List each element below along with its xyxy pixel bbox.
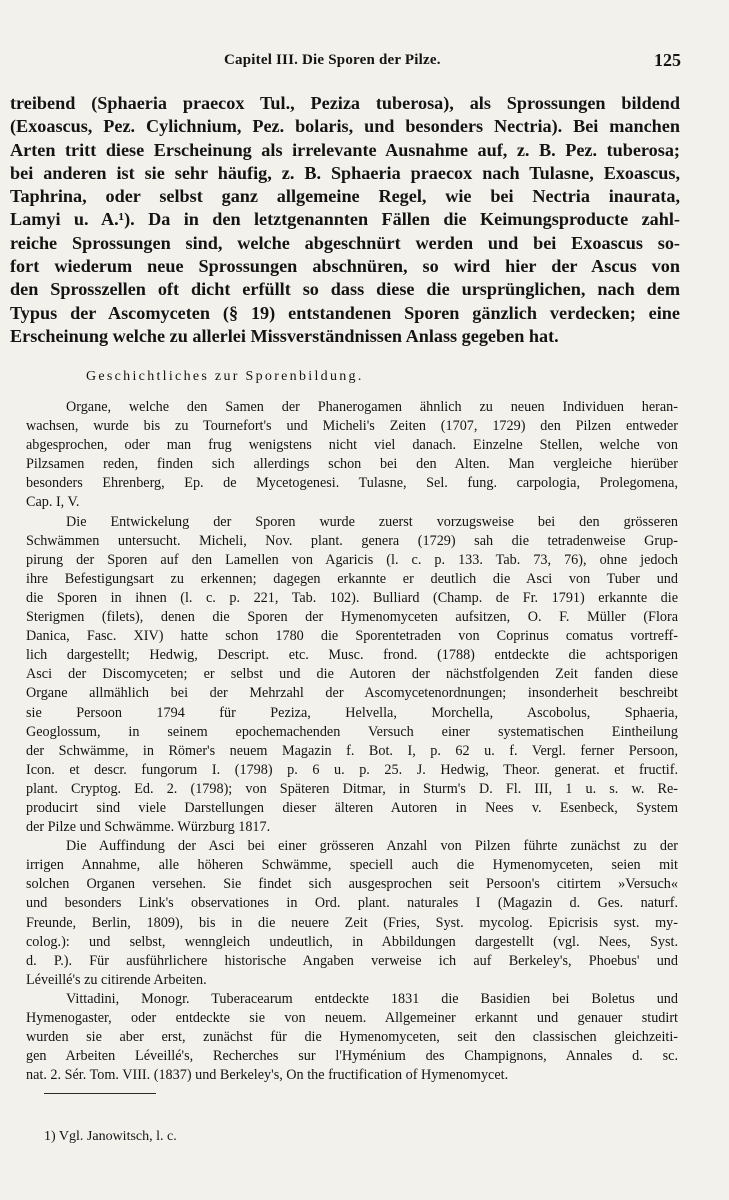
- main-paragraph: [10, 92, 680, 348]
- text-line: Lamyi u. A.¹). Da in den letztgenannten Fällen die Keimungsproducte zahl-: [10, 209, 680, 230]
- text-line: producirt sind viele Darstellungen dieser älteren Autoren in Nees v. Esenbeck, System: [26, 799, 678, 816]
- text-line: abgesprochen, oder man frug wenigstens nicht viel danach. Einzelne Stellen, welche von: [26, 437, 678, 454]
- text-line: Cap. I, V.: [26, 494, 80, 511]
- text-line: Sterigmen (filets), denen die Sporen der Hymenomyceten aufsitzen, O. F. Müller (Flora: [26, 609, 678, 626]
- text-line: Erscheinung welche zu allerlei Missverständnissen Anlass gegeben hat.: [10, 325, 559, 346]
- text-line: sie Persoon 1794 für Peziza, Helvella, Morchella, Ascobolus, Sphaeria,: [26, 704, 678, 721]
- text-line: und besonders Link's observationes in Ord. plant. naturales I (Magazin d. Ges. naturf.: [26, 895, 678, 912]
- section-heading: Geschichtliches zur Sporenbildung.: [86, 369, 364, 384]
- text-line: Taphrina, oder selbst ganz allgemeine Regel, wie bei Nectria inaurata,: [10, 186, 680, 207]
- text-line: Pilzsamen reden, finden sich allerdings schon bei den Alten. Man vergleiche hierüber: [26, 456, 678, 473]
- text-line: (Exoascus, Pez. Cylichnium, Pez. bolaris, und besonders Nectria). Bei manchen: [10, 116, 680, 137]
- text-line: Die Auffindung der Asci bei einer grösseren Anzahl von Pilzen führte zunächst zu der: [66, 838, 678, 855]
- text-line: reiche Sprossungen sind, welche abgeschnürt werden und bei Exoascus so-: [10, 232, 680, 253]
- text-line: Die Entwickelung der Sporen wurde zuerst vorzugsweise bei den grösseren: [66, 513, 678, 530]
- text-line: Geoglossum, in seinem epochemachenden Versuch einer systematischen Eintheilung: [26, 723, 678, 740]
- text-line: Icon. et descr. fungorum I. (1798) p. 6 u. p. 25. J. Hedwig, Theor. generat. et fructif.: [26, 761, 678, 778]
- text-line: nat. 2. Sér. Tom. VIII. (1837) und Berkeley's, On the fructification of Hymenomycet.: [26, 1067, 509, 1084]
- text-line: irrigen Annahme, alle höheren Schwämme, speciell auch die Hymenomyceten, seien mit: [26, 857, 678, 874]
- text-line: Léveillé's zu citirende Arbeiten.: [26, 971, 207, 988]
- text-line: Typus der Ascomyceten (§ 19) entstandenen Sporen gänzlich verdecken; eine: [10, 302, 680, 323]
- text-line: d. P.). Für ausführlichere historische Angaben verweise ich auf Berkeley's, Phoebus' und: [26, 952, 678, 969]
- page-header: [0, 52, 729, 76]
- text-line: wachsen, wurde bis zu Tournefort's und Micheli's Zeiten (1707, 1729) den Pilzen entweder: [26, 418, 678, 435]
- footnote-divider: [44, 1093, 156, 1094]
- text-line: den Sprosszellen oft dicht erfüllt so dass diese die ursprünglichen, nach dem: [10, 279, 680, 300]
- text-line: Vittadini, Monogr. Tuberacearum entdeckte 1831 die Basidien bei Boletus und: [66, 990, 678, 1007]
- text-line: lich dargestellt; Hedwig, Descript. etc. Musc. frond. (1788) entdeckte die achtsporigen: [26, 647, 678, 664]
- text-line: Organe, welche den Samen der Phanerogamen ähnlich zu neuen Individuen heran-: [66, 399, 678, 415]
- text-line: solchen Organen versehen. Sie findet sich ausgesprochen seit Persoon's citirtem »Versuch«: [26, 876, 678, 893]
- text-line: Danica, Fasc. XIV) hatte schon 1780 die Sporentetraden von Coprinus comatus vortreff-: [26, 628, 678, 645]
- footnote: 1) Vgl. Janowitsch, l. c.: [44, 1129, 177, 1144]
- running-title: Capitel III. Die Sporen der Pilze.: [224, 52, 441, 68]
- text-line: ihre Befestigungsart zu erkennen; dagegen erkannte er deutlich die Asci von Tuber und: [26, 570, 678, 587]
- text-line: Asci der Discomyceten; er selbst und die Autoren der nächstfolgenden Zeit fanden diese: [26, 666, 678, 683]
- text-line: plant. Cryptog. Ed. 2. (1798); von Späteren Ditmar, in Sturm's D. Fl. III, 1 u. s. w. Re-: [26, 780, 678, 797]
- text-line: treibend (Sphaeria praecox Tul., Peziza tuberosa), als Sprossungen bildend: [10, 93, 680, 113]
- text-line: bei anderen ist sie sehr häufig, z. B. Sphaeria praecox nach Tulasne, Exoascus,: [10, 162, 680, 183]
- history-notes: [26, 398, 678, 1085]
- text-line: der Pilze und Schwämme. Würzburg 1817.: [26, 819, 271, 836]
- text-line: Organe allmählich bei der Mehrzahl der Ascomycetenordnungen; insonderheit beschreibt: [26, 685, 678, 702]
- text-line: fort wiederum neue Sprossungen abschnüren, so wird hier der Ascus von: [10, 256, 680, 277]
- text-line: Arten tritt diese Erscheinung als irrelevante Ausnahme auf, z. B. Pez. tuberosa;: [10, 139, 680, 160]
- text-line: Schwämmen untersucht. Micheli, Nov. plant. genera (1729) sah die tetradenweise Grup-: [26, 532, 678, 549]
- text-line: wurden sie aber erst, zunächst für die Hymenomyceten, seit den classischen gleichzeiti-: [26, 1029, 678, 1046]
- text-line: Freunde, Berlin, 1809), bis in die neuere Zeit (Fries, Syst. mycolog. Epicrisis syst. my-: [26, 914, 678, 931]
- page-number: 125: [654, 50, 681, 70]
- text-line: der Schwämme, in Römer's neuem Magazin f. Bot. I, p. 62 u. f. Vergl. ferner Persoon,: [26, 742, 678, 759]
- text-line: besonders Ehrenberg, Ep. de Mycetogenesi. Tulasne, Sel. fung. carpologia, Prolegomena,: [26, 475, 678, 492]
- text-line: pirung der Sporen auf den Lamellen von Agaricis (l. c. p. 133. Tab. 73, 76), ohne jedoch: [26, 551, 678, 568]
- text-line: die Sporen in ihnen (l. c. p. 221, Tab. 102). Bulliard (Champ. de Fr. 1791) erkannte die: [26, 589, 678, 606]
- text-line: Hymenogaster, oder entdeckte sie von neuem. Allgemeiner erkannt und genauer studirt: [26, 1010, 678, 1026]
- text-line: colog.): und selbst, wenngleich undeutlich, in Abbildungen dargestellt (vgl. Nees, Syst.: [26, 933, 678, 950]
- text-line: gen Arbeiten Léveillé's, Recherches sur l'Hyménium des Champignons, Annales d. sc.: [26, 1048, 678, 1065]
